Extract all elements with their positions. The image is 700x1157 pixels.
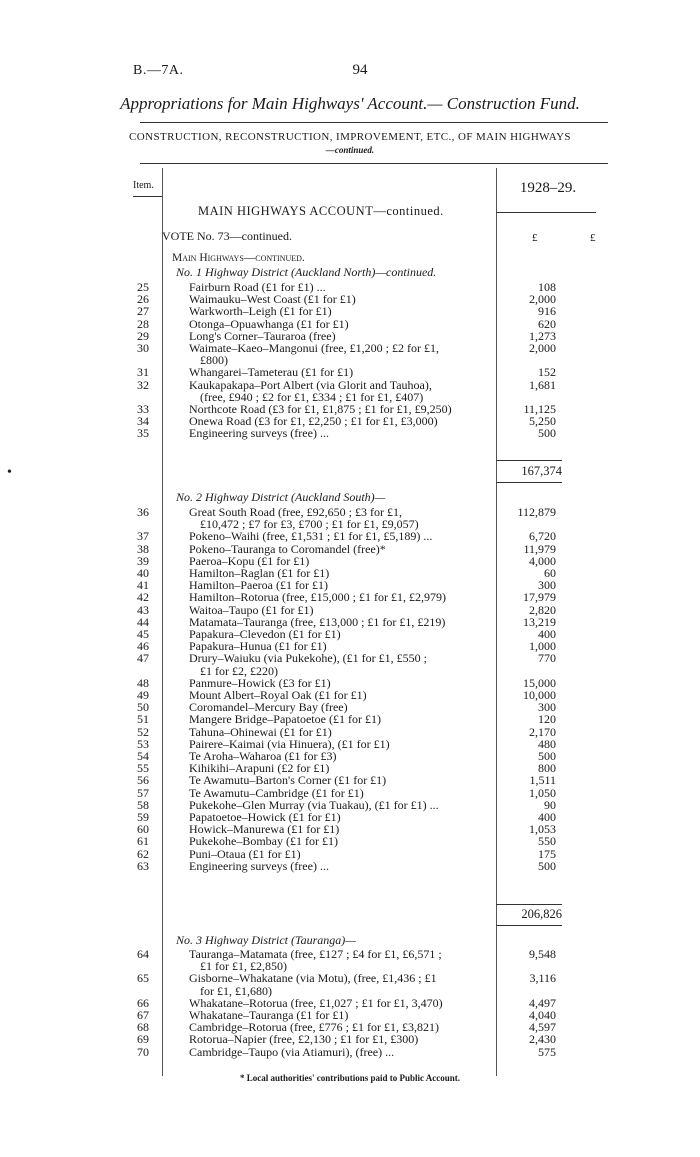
item-amount: 2,430 — [529, 1032, 556, 1047]
item-description: Drury–Waiuku (via Pukekohe), (£1 for £1, £550 ; — [189, 651, 427, 666]
item-number: 43 — [137, 602, 149, 617]
page-title: Appropriations for Main Highways' Account.— Construction Fund. — [120, 94, 580, 113]
item-description: Waimate–Kaeo–Mangonui (free, £1,200 ; £2 for £1, — [189, 341, 439, 355]
item-amount: 800 — [538, 761, 556, 776]
item-description: Engineering surveys (free) ... — [189, 426, 329, 441]
item-number: 27 — [137, 304, 149, 319]
item-number: 30 — [137, 341, 149, 355]
item-description: Waitoa–Taupo (£1 for £1) — [189, 602, 314, 617]
footnote: * Local authorities' contributions paid to Public Account. — [239, 1073, 461, 1083]
item-number: 32 — [137, 377, 149, 392]
item-description: Onewa Road (£3 for £1, £2,250 ; £1 for £1, £3,000) — [189, 414, 438, 429]
account-heading: MAIN HIGHWAYS ACCOUNT—continued. — [198, 204, 444, 218]
item-description: Mangere Bridge–Papatoetoe (£1 for £1) — [189, 712, 381, 727]
item-description: Waimauku–West Coast (£1 for £1) — [189, 292, 356, 307]
item-number: 47 — [137, 651, 149, 666]
item-description-continued: £1 for £2, £220) — [200, 663, 278, 678]
item-amount: 15,000 — [523, 675, 556, 690]
district-subtotal: 167,374 — [521, 464, 562, 478]
item-description: Long's Corner–Tauraroa (free) — [189, 328, 336, 343]
item-amount: 4,000 — [529, 553, 556, 568]
amount-column-divider — [496, 168, 497, 1076]
item-number: 53 — [137, 736, 149, 751]
item-description: Puni–Otaua (£1 for £1) — [189, 846, 301, 861]
item-amount: 175 — [538, 846, 556, 861]
section-heading-continued: —continued. — [325, 145, 375, 155]
item-column-label: Item. — [133, 180, 154, 191]
item-number: 69 — [137, 1032, 149, 1047]
item-description: Otonga–Opuawhanga (£1 for £1) — [189, 316, 349, 331]
item-number: 60 — [137, 822, 149, 837]
item-description: Coromandel–Mercury Bay (free) — [189, 700, 348, 715]
item-description: Te Awamutu–Barton's Corner (£1 for £1) — [189, 773, 387, 788]
item-amount: 1,050 — [529, 785, 556, 800]
report-reference: B.—7A. — [133, 63, 184, 78]
item-amount: 500 — [538, 749, 556, 763]
item-number: 58 — [137, 797, 149, 812]
item-number: 65 — [137, 971, 149, 986]
item-description: Hamilton–Paeroa (£1 for £1) — [189, 578, 328, 593]
item-number: 68 — [137, 1020, 149, 1035]
item-description: Whakatane–Tauranga (£1 for £1) — [189, 1008, 349, 1022]
title-rule — [140, 122, 608, 123]
item-amount: 1,511 — [529, 773, 556, 788]
item-number: 46 — [137, 639, 149, 654]
item-amount: 620 — [538, 316, 556, 331]
item-amount: 575 — [538, 1044, 556, 1059]
item-number: 70 — [137, 1044, 149, 1059]
item-number: 66 — [137, 995, 149, 1010]
item-description: Northcote Road (£3 for £1, £1,875 ; £1 for £1, £9,250) — [189, 402, 452, 416]
year-column-label: 1928–29. — [519, 180, 577, 196]
subtotal-rule — [496, 925, 562, 926]
district-heading: No. 1 Highway District (Auckland North)—continued. — [176, 265, 437, 279]
item-header-rule — [133, 196, 162, 197]
item-description: Pukekohe–Glen Murray (via Tuakau), (£1 for £1) ... — [189, 797, 439, 812]
item-amount: 300 — [538, 700, 556, 715]
item-amount: 480 — [538, 736, 556, 751]
pound-sign: £ — [532, 232, 538, 244]
item-description: Cambridge–Rotorua (free, £776 ; £1 for £1, £3,821) — [189, 1020, 439, 1035]
item-description: Whangarei–Tameterau (£1 for £1) — [189, 365, 354, 380]
item-amount: 17,979 — [523, 590, 556, 605]
vote-heading: VOTE No. 73—continued. — [162, 229, 292, 243]
item-description: Rotorua–Napier (free, £2,130 ; £1 for £1, £300) — [189, 1032, 419, 1047]
item-description-continued: for £1, £1,680) — [200, 983, 272, 998]
item-number: 67 — [137, 1008, 149, 1022]
item-number: 44 — [137, 614, 149, 629]
item-description: Cambridge–Taupo (via Atiamuri), (free) ... — [189, 1044, 395, 1059]
item-amount: 400 — [538, 627, 556, 641]
item-number: 38 — [137, 541, 149, 556]
item-amount: 90 — [544, 797, 556, 812]
item-number: 36 — [137, 505, 149, 519]
subhead — [172, 252, 305, 264]
item-amount: 1,053 — [529, 822, 556, 837]
item-amount: 1,000 — [529, 639, 556, 654]
item-description: Te Aroha–Waharoa (£1 for £3) — [189, 749, 337, 763]
item-number: 57 — [137, 785, 149, 800]
item-number: 34 — [137, 414, 149, 429]
item-number: 29 — [137, 328, 149, 343]
item-amount: 11,979 — [523, 541, 556, 556]
pound-sign: £ — [590, 232, 596, 244]
item-amount: 2,000 — [529, 341, 556, 355]
item-amount: 13,219 — [523, 614, 556, 629]
item-amount: 10,000 — [523, 688, 556, 702]
item-description: Kaukapakapa–Port Albert (via Glorit and Tauhoa), — [189, 377, 432, 392]
item-description: Te Awamutu–Cambridge (£1 for £1) — [189, 785, 364, 800]
item-description-continued: £800) — [200, 353, 228, 368]
item-description: Whakatane–Rotorua (free, £1,027 ; £1 for £1, 3,470) — [189, 995, 443, 1010]
item-description: Papatoetoe–Howick (£1 for £1) — [189, 810, 341, 824]
item-number: 45 — [137, 627, 149, 641]
item-number: 48 — [137, 675, 149, 690]
item-amount: 108 — [538, 280, 556, 294]
item-description: Great South Road (free, £92,650 ; £3 for £1, — [189, 505, 402, 519]
item-number: 26 — [137, 292, 149, 307]
item-amount: 6,720 — [529, 529, 556, 544]
subtotal-rule — [496, 904, 562, 905]
item-description: Pukekohe–Bombay (£1 for £1) — [189, 834, 338, 849]
item-description: Tahuna–Ohinewai (£1 for £1) — [189, 724, 332, 739]
item-description-continued: £10,472 ; £7 for £3, £700 ; £1 for £1, £9,057) — [200, 517, 419, 532]
item-amount: 60 — [544, 566, 556, 580]
item-amount: 2,170 — [529, 724, 556, 739]
item-number: 37 — [137, 529, 149, 544]
item-amount: 770 — [538, 651, 556, 666]
item-amount: 400 — [538, 810, 556, 824]
item-number: 39 — [137, 553, 149, 568]
item-number: 55 — [137, 761, 149, 776]
page-number: 94 — [352, 62, 368, 78]
item-description: Paeroa–Kopu (£1 for £1) — [189, 553, 310, 568]
item-description: Kihikihi–Arapuni (£2 for £1) — [189, 761, 330, 776]
item-amount: 1,273 — [529, 328, 556, 343]
subtotal-rule — [496, 482, 562, 483]
item-number: 28 — [137, 316, 149, 331]
item-description-continued: £1 for £1, £2,850) — [200, 959, 287, 974]
item-amount: 4,597 — [529, 1020, 556, 1035]
item-number: 64 — [137, 947, 149, 961]
item-amount: 500 — [538, 858, 556, 873]
item-number: 51 — [137, 712, 149, 727]
item-description: Pairere–Kaimai (via Hinuera), (£1 for £1) — [189, 736, 390, 751]
item-description: Matamata–Tauranga (free, £13,000 ; £1 for £1, £219) — [189, 614, 446, 629]
item-amount: 2,000 — [529, 292, 556, 307]
item-number: 40 — [137, 566, 149, 580]
year-header-rule — [496, 212, 596, 213]
item-number: 42 — [137, 590, 149, 605]
item-amount: 550 — [538, 834, 556, 849]
item-number: 33 — [137, 402, 149, 416]
item-description: Hamilton–Rotorua (free, £15,000 ; £1 for £1, £2,979) — [189, 590, 446, 605]
item-amount: 3,116 — [529, 971, 556, 986]
item-description: Mount Albert–Royal Oak (£1 for £1) — [189, 688, 367, 702]
item-amount: 152 — [538, 365, 556, 380]
item-amount: 5,250 — [529, 414, 556, 429]
subtotal-rule — [496, 460, 562, 461]
item-description: Engineering surveys (free) ... — [189, 858, 329, 873]
item-number: 59 — [137, 810, 149, 824]
item-description: Pokeno–Waihi (free, £1,531 ; £1 for £1, £5,189) ... — [189, 529, 433, 544]
district-heading: No. 2 Highway District (Auckland South)— — [176, 490, 386, 504]
item-number: 35 — [137, 426, 149, 441]
item-amount: 4,497 — [529, 995, 556, 1010]
item-number: 56 — [137, 773, 149, 788]
table-top-rule — [140, 163, 608, 164]
section-heading: CONSTRUCTION, RECONSTRUCTION, IMPROVEMENT, ETC., OF MAIN HIGHWAYS — [129, 131, 571, 143]
item-number: 52 — [137, 724, 149, 739]
item-number: 25 — [137, 280, 149, 294]
item-description: Howick–Manurewa (£1 for £1) — [189, 822, 340, 837]
item-number: 31 — [137, 365, 149, 380]
item-amount: 112,879 — [517, 505, 556, 519]
item-amount: 916 — [538, 304, 556, 319]
item-amount: 120 — [538, 712, 556, 727]
item-description: Fairburn Road (£1 for £1) ... — [189, 280, 326, 294]
item-column-divider — [162, 168, 163, 1076]
district-heading: No. 3 Highway District (Tauranga)— — [176, 933, 356, 947]
item-amount: 2,820 — [529, 602, 556, 617]
item-number: 41 — [137, 578, 149, 593]
item-number: 54 — [137, 749, 149, 763]
item-amount: 500 — [538, 426, 556, 441]
subhead-text: Main Highways—continued. — [172, 252, 305, 264]
item-amount: 11,125 — [523, 402, 556, 416]
item-number: 49 — [137, 688, 149, 702]
item-description: Papakura–Clevedon (£1 for £1) — [189, 627, 341, 641]
item-amount: 1,681 — [529, 377, 556, 392]
item-description: Papakura–Hunua (£1 for £1) — [189, 639, 327, 654]
item-number: 63 — [137, 858, 149, 873]
item-description-continued: (free, £940 ; £2 for £1, £334 ; £1 for £1, £407) — [200, 389, 424, 404]
margin-mark: • — [7, 465, 12, 480]
item-number: 50 — [137, 700, 149, 715]
item-amount: 4,040 — [529, 1008, 556, 1022]
item-description: Tauranga–Matamata (free, £127 ; £4 for £1, £6,571 ; — [189, 947, 442, 961]
item-amount: 300 — [538, 578, 556, 593]
item-amount: 9,548 — [529, 947, 556, 961]
district-subtotal: 206,826 — [521, 907, 562, 921]
item-description: Panmure–Howick (£3 for £1) — [189, 675, 331, 690]
item-description: Warkworth–Leigh (£1 for £1) — [189, 304, 332, 319]
item-description: Hamilton–Raglan (£1 for £1) — [189, 566, 330, 580]
item-description: Gisborne–Whakatane (via Motu), (free, £1,436 ; £1 — [189, 971, 437, 986]
item-number: 61 — [137, 834, 149, 849]
item-number: 62 — [137, 846, 149, 861]
item-description: Pokeno–Tauranga to Coromandel (free)* — [189, 541, 386, 556]
